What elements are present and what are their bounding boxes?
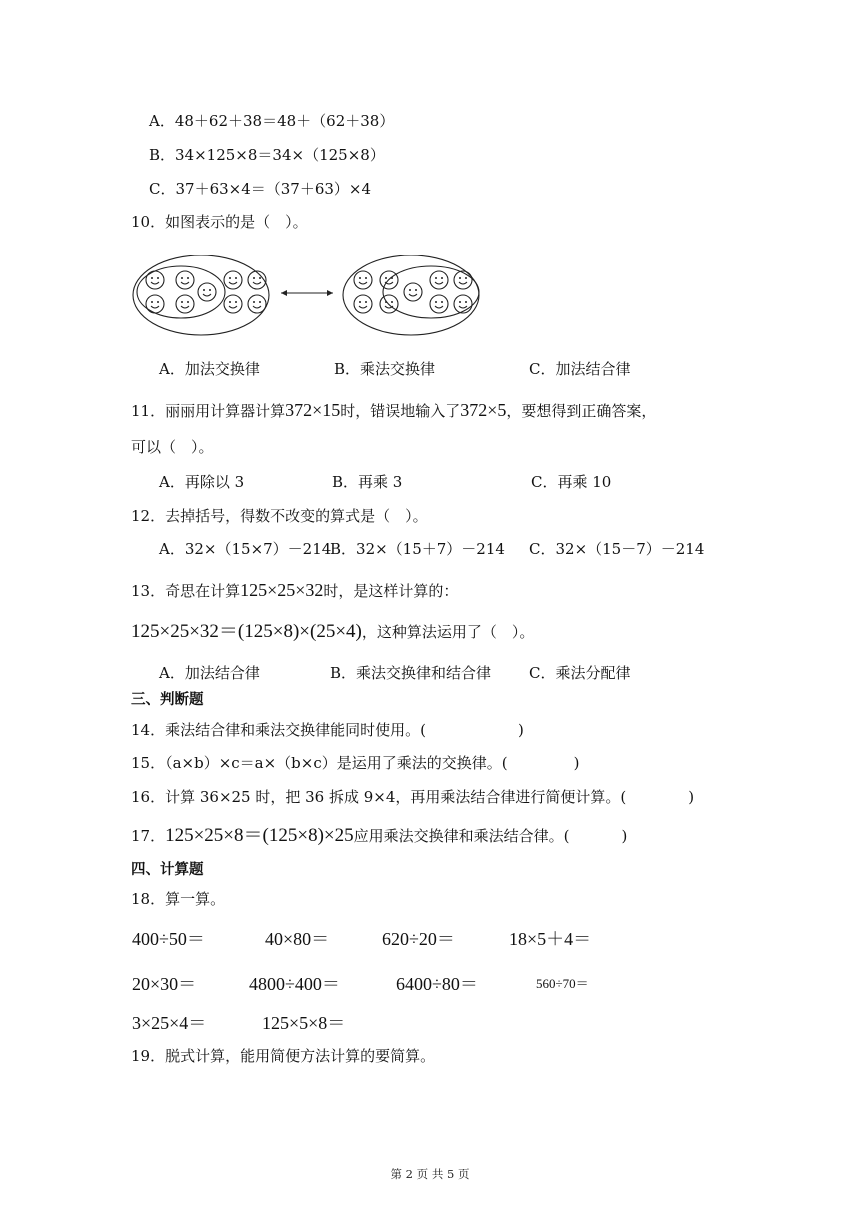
smiley-face-icon [354, 271, 372, 289]
q9-option-c: C．37＋63×4＝（37＋63）×4 [149, 180, 372, 198]
q14-close: ) [517, 721, 524, 739]
q11-option-c: C．再乘 10 [531, 473, 612, 491]
smiley-face-icon [224, 271, 242, 289]
calc-item: 40×80＝ [265, 929, 330, 949]
page-footer: 第 2 页 共 5 页 [390, 1167, 470, 1181]
calc-item: 4800÷400＝ [249, 974, 340, 994]
q12-option-a: A．32×（15×7）－214 [159, 540, 332, 558]
smiley-face-icon [430, 271, 448, 289]
smiley-face-icon [454, 295, 472, 313]
q13-option-b: B．乘法交换律和结合律 [330, 664, 492, 682]
q14 [131, 720, 524, 740]
q13-option-c: C．乘法分配律 [529, 664, 631, 682]
q10-stem: 10．如图表示的是（ ）。 [131, 213, 308, 231]
smiley-face-icon [454, 271, 472, 289]
q14-text: 14．乘法结合律和乘法交换律能同时使用。( [131, 721, 426, 739]
q11-stem [131, 400, 656, 421]
smiley-face-icon [354, 295, 372, 313]
q17-num: 17． [131, 827, 166, 845]
calc-item: 125×5×8＝ [262, 1013, 346, 1033]
smiley-face-icon [146, 295, 164, 313]
q17-equation: 125×25×8＝(125×8)×25 [165, 825, 354, 846]
calc-item: 3×25×4＝ [132, 1013, 207, 1033]
smiley-face-icon [224, 295, 242, 313]
q12-option-c: C．32×（15－7）－214 [529, 540, 705, 558]
calc-item: 20×30＝ [132, 974, 197, 994]
q13-stem [131, 580, 458, 601]
q9-option-b: B．34×125×8＝34×（125×8） [149, 146, 385, 164]
q16 [131, 787, 694, 807]
calc-item: 18×5＋4＝ [509, 929, 592, 949]
q12-stem: 12．去掉括号，得数不改变的算式是（ ）。 [131, 507, 428, 525]
q13-equation-line [131, 622, 534, 642]
q17-text: 应用乘法交换律和乘法结合律。( [353, 827, 570, 845]
q18-stem: 18．算一算。 [131, 890, 226, 908]
q11-expr1: 372×15 [285, 400, 341, 420]
q16-text: 16．计算 36×25 时，把 36 拆成 9×4，再用乘法结合律进行简便计算。( [131, 788, 627, 806]
q15 [131, 753, 579, 773]
q13-equation-post: ，这种算法运用了（ ）。 [361, 623, 535, 641]
section-4-title: 四、计算题 [131, 862, 204, 878]
q11-stem-pre: 11．丽丽用计算器计算 [131, 402, 286, 420]
q13-equation: 125×25×32＝(125×8)×(25×4) [131, 621, 362, 642]
section-3-title: 三、判断题 [131, 692, 204, 708]
q13-stem-pre: 13．奇思在计算 [131, 582, 241, 600]
q12-option-b: B．32×（15＋7）－214 [330, 540, 505, 558]
calc-item: 620÷20＝ [382, 929, 455, 949]
smiley-face-icon [176, 271, 194, 289]
smiley-face-icon [248, 271, 266, 289]
q15-text: 15．（a×b）×c＝a×（b×c）是运用了乘法的交换律。( [131, 754, 508, 772]
q9-option-a: A．48＋62＋38＝48＋（62＋38） [149, 112, 395, 130]
calc-item: 6400÷80＝ [396, 974, 478, 994]
q11-expr2: 372×5 [460, 400, 507, 420]
q16-close: ) [688, 788, 695, 806]
q10-option-c: C．加法结合律 [529, 360, 631, 378]
q11-stem-post: ，要想得到正确答案， [506, 402, 657, 420]
smiley-face-icon [198, 283, 216, 301]
q17 [131, 826, 627, 846]
q10-option-b: B．乘法交换律 [334, 360, 436, 378]
q15-close: ) [573, 754, 580, 772]
q13-expr: 125×25×32 [240, 580, 324, 600]
calc-item: 560÷70＝ [536, 976, 589, 991]
q10-figure [131, 255, 491, 341]
smiley-face-icon [404, 283, 422, 301]
smiley-face-icon [176, 295, 194, 313]
q13-stem-post: 时，是这样计算的： [323, 582, 459, 600]
q11-stem-line2: 可以（ ）。 [131, 438, 214, 456]
q11-stem-mid: 时，错误地输入了 [340, 402, 461, 420]
smiley-face-icon [146, 271, 164, 289]
q19-stem: 19．脱式计算，能用简便方法计算的要简算。 [131, 1047, 436, 1065]
smiley-face-icon [430, 295, 448, 313]
q17-close: ) [621, 827, 628, 845]
calc-item: 400÷50＝ [132, 929, 205, 949]
q13-option-a: A．加法结合律 [159, 664, 260, 682]
q11-option-a: A．再除以 3 [159, 473, 245, 491]
q11-option-b: B．再乘 3 [332, 473, 403, 491]
smiley-face-icon [248, 295, 266, 313]
q10-option-a: A．加法交换律 [159, 360, 260, 378]
